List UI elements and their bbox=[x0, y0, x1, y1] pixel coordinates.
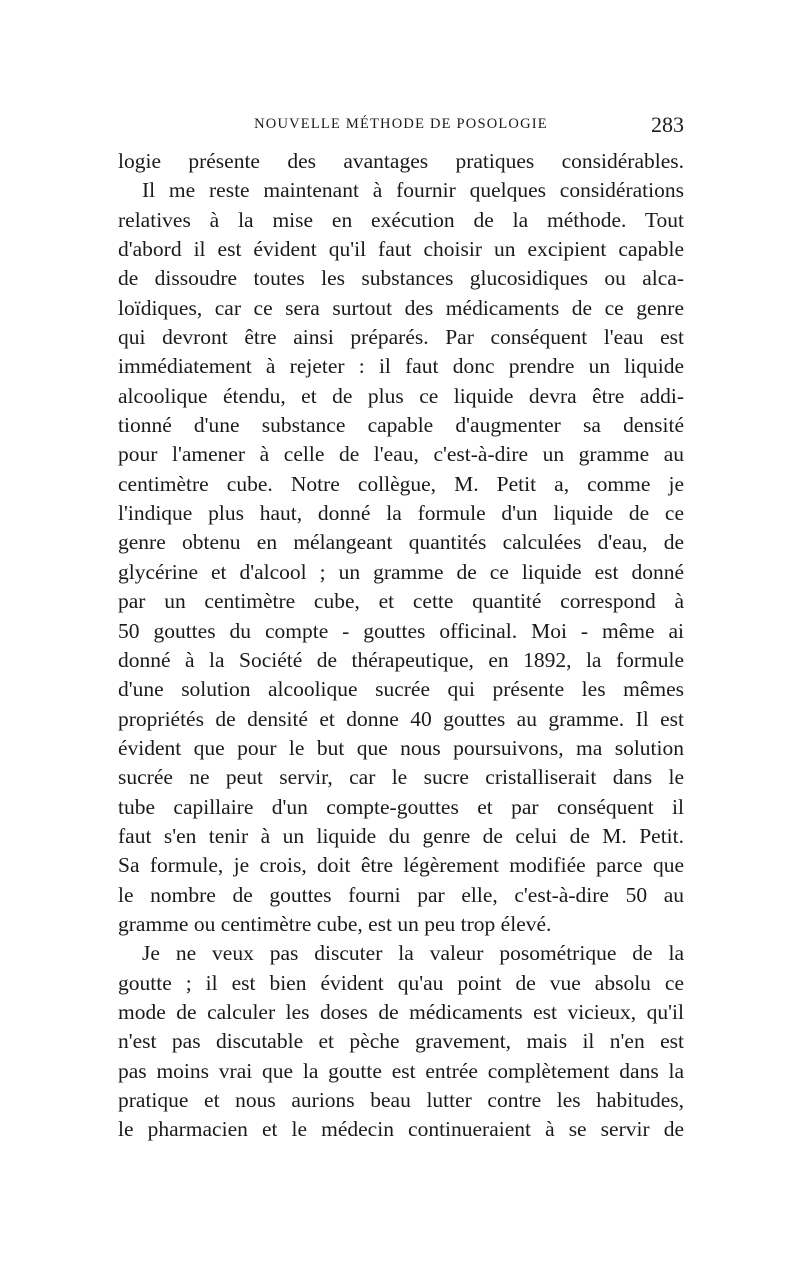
text-line: l'indique plus haut, donné la formule d'un liquide de ce bbox=[118, 501, 684, 526]
text-line: d'une solution alcoolique sucrée qui présente les mêmes bbox=[118, 677, 684, 702]
text-line: glycérine et d'alcool ; un gramme de ce liquide est donné bbox=[118, 559, 684, 584]
text-line: immédiatement à rejeter : il faut donc prendre un liquide bbox=[118, 354, 684, 379]
text-line: tionné d'une substance capable d'augmenter sa densité bbox=[118, 413, 684, 438]
text-line: sucrée ne peut servir, car le sucre cristalliserait dans le bbox=[118, 765, 684, 790]
text-line: goutte ; il est bien évident qu'au point de vue absolu ce bbox=[118, 970, 684, 995]
text-line: le nombre de gouttes fourni par elle, c'est-à-dire 50 au bbox=[118, 882, 684, 907]
text-line: pour l'amener à celle de l'eau, c'est-à-dire un gramme au bbox=[118, 442, 684, 467]
text-line: pratique et nous aurions beau lutter contre les habitudes, bbox=[118, 1088, 684, 1112]
running-head bbox=[118, 112, 684, 142]
text-line: donné à la Société de thérapeutique, en 1892, la formule bbox=[118, 647, 684, 672]
text-line: Je ne veux pas discuter la valeur posométrique de la bbox=[142, 941, 684, 966]
text-line: qui devront être ainsi préparés. Par conséquent l'eau est bbox=[118, 325, 684, 350]
body-text bbox=[118, 147, 684, 1145]
text-line: logie présente des avantages pratiques considérables. bbox=[118, 149, 684, 173]
text-line: pas moins vrai que la goutte est entrée complètement dans la bbox=[118, 1058, 684, 1083]
text-line: gramme ou centimètre cube, est un peu trop élevé. bbox=[118, 911, 552, 936]
text-line: Sa formule, je crois, doit être légèrement modifiée parce que bbox=[118, 853, 684, 878]
text-line: centimètre cube. Notre collègue, M. Petit a, comme je bbox=[118, 471, 684, 496]
text-line: mode de calculer les doses de médicaments est vicieux, qu'il bbox=[118, 999, 684, 1024]
text-line: genre obtenu en mélangeant quantités calculées d'eau, de bbox=[118, 530, 684, 555]
text-line: de dissoudre toutes les substances glucosidiques ou alca- bbox=[118, 266, 684, 291]
text-line: propriétés de densité et donne 40 gouttes au gramme. Il est bbox=[118, 706, 684, 731]
text-line: n'est pas discutable et pèche gravement, mais il n'en est bbox=[118, 1029, 684, 1054]
text-line: alcoolique étendu, et de plus ce liquide devra être addi- bbox=[118, 383, 684, 408]
text-line: faut s'en tenir à un liquide du genre de celui de M. Petit. bbox=[118, 823, 684, 848]
text-line: évident que pour le but que nous poursuivons, ma solution bbox=[118, 735, 684, 760]
text-line: loïdiques, car ce sera surtout des médicaments de ce genre bbox=[118, 295, 684, 320]
text-line: 50 gouttes du compte - gouttes officinal. Moi - même ai bbox=[118, 618, 684, 643]
text-line: tube capillaire d'un compte-gouttes et par conséquent il bbox=[118, 794, 684, 819]
running-title: NOUVELLE MÉTHODE DE POSOLOGIE bbox=[254, 116, 548, 132]
text-line: par un centimètre cube, et cette quantité correspond à bbox=[118, 589, 684, 614]
text-line: relatives à la mise en exécution de la méthode. Tout bbox=[118, 207, 684, 232]
page-number: 283 bbox=[651, 112, 684, 137]
text-line: Il me reste maintenant à fournir quelques considérations bbox=[142, 178, 684, 203]
text-line: d'abord il est évident qu'il faut choisir un excipient capable bbox=[118, 237, 684, 262]
text-line: le pharmacien et le médecin continueraient à se servir de bbox=[118, 1117, 684, 1142]
